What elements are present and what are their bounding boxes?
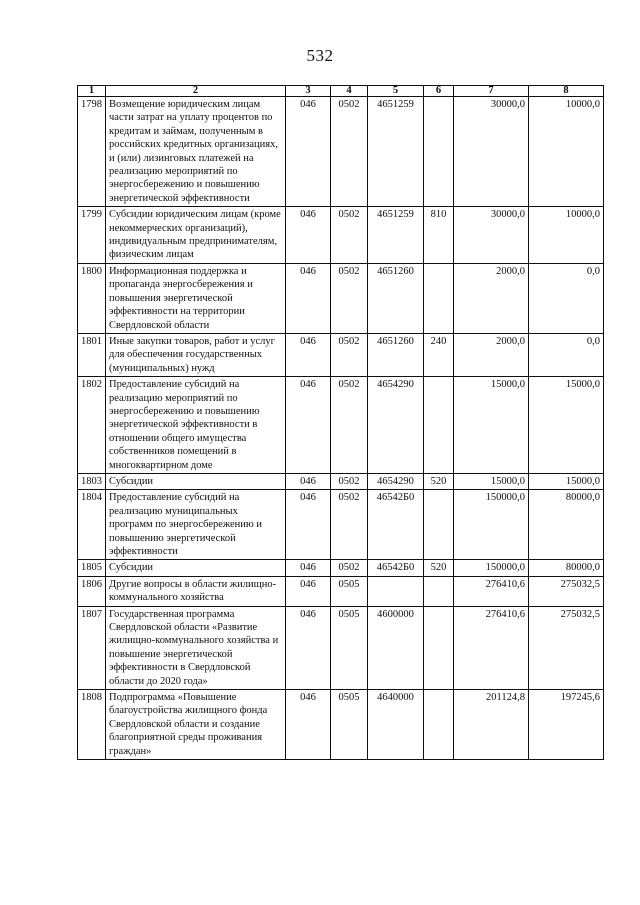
header-cell: 3 <box>286 86 331 97</box>
amount-col8: 275032,5 <box>529 576 604 606</box>
section-code: 0502 <box>331 377 368 474</box>
target-article-code <box>368 576 424 606</box>
expense-type-code <box>424 97 454 207</box>
section-code: 0502 <box>331 333 368 376</box>
target-article-code: 4600000 <box>368 606 424 689</box>
row-name: Предоставление субсидий на реализацию муниципальных программ по энергосбережению и повышению энергетической эффективности <box>106 490 286 560</box>
amount-col8: 197245,6 <box>529 690 604 760</box>
table-row <box>78 473 604 489</box>
amount-col7: 30000,0 <box>454 97 529 207</box>
section-code: 0505 <box>331 606 368 689</box>
amount-col7: 201124,8 <box>454 690 529 760</box>
table-row <box>78 207 604 264</box>
target-article-code: 4651259 <box>368 207 424 264</box>
ministry-code: 046 <box>286 333 331 376</box>
row-number: 1798 <box>78 97 106 207</box>
expense-type-code <box>424 377 454 474</box>
header-cell: 6 <box>424 86 454 97</box>
section-code: 0502 <box>331 560 368 576</box>
section-code: 0505 <box>331 576 368 606</box>
amount-col7: 30000,0 <box>454 207 529 264</box>
amount-col8: 80000,0 <box>529 560 604 576</box>
expense-type-code <box>424 576 454 606</box>
expense-type-code <box>424 263 454 333</box>
section-code: 0502 <box>331 263 368 333</box>
ministry-code: 046 <box>286 490 331 560</box>
amount-col7: 2000,0 <box>454 263 529 333</box>
expense-type-code: 520 <box>424 560 454 576</box>
ministry-code: 046 <box>286 576 331 606</box>
ministry-code: 046 <box>286 207 331 264</box>
row-name: Субсидии <box>106 473 286 489</box>
row-name: Предоставление субсидий на реализацию мероприятий по энергосбережению и повышению энергетической эффективности в отношении общего имущества собственников помещений в многоквартирном доме <box>106 377 286 474</box>
table-row <box>78 377 604 474</box>
amount-col8: 10000,0 <box>529 207 604 264</box>
header-cell: 1 <box>78 86 106 97</box>
amount-col7: 150000,0 <box>454 560 529 576</box>
ministry-code: 046 <box>286 690 331 760</box>
row-name: Субсидии юридическим лицам (кроме некоммерческих организаций), индивидуальным предпринимателям, физическим лицам <box>106 207 286 264</box>
row-number: 1804 <box>78 490 106 560</box>
expense-type-code: 240 <box>424 333 454 376</box>
expense-type-code <box>424 490 454 560</box>
row-name: Государственная программа Свердловской области «Развитие жилищно-коммунального хозяйства и повышение энергетической эффективности в Свердловской области до 2020 года» <box>106 606 286 689</box>
target-article-code: 4640000 <box>368 690 424 760</box>
ministry-code: 046 <box>286 473 331 489</box>
row-name: Иные закупки товаров, работ и услуг для обеспечения государственных (муниципальных) нужд <box>106 333 286 376</box>
amount-col8: 80000,0 <box>529 490 604 560</box>
page-number: 532 <box>306 46 334 65</box>
row-number: 1800 <box>78 263 106 333</box>
target-article-code: 46542Б0 <box>368 560 424 576</box>
table-row <box>78 333 604 376</box>
budget-table <box>77 85 604 760</box>
header-cell: 7 <box>454 86 529 97</box>
header-cell: 2 <box>106 86 286 97</box>
target-article-code: 4651259 <box>368 97 424 207</box>
amount-col8: 10000,0 <box>529 97 604 207</box>
target-article-code: 4654290 <box>368 473 424 489</box>
table-row <box>78 606 604 689</box>
table-row <box>78 263 604 333</box>
table-row <box>78 490 604 560</box>
section-code: 0502 <box>331 97 368 207</box>
amount-col7: 276410,6 <box>454 576 529 606</box>
row-number: 1803 <box>78 473 106 489</box>
target-article-code: 46542Б0 <box>368 490 424 560</box>
row-name: Субсидии <box>106 560 286 576</box>
row-number: 1808 <box>78 690 106 760</box>
amount-col7: 15000,0 <box>454 473 529 489</box>
ministry-code: 046 <box>286 606 331 689</box>
table-header-row <box>78 86 604 97</box>
section-code: 0502 <box>331 490 368 560</box>
row-name: Информационная поддержка и пропаганда энергосбережения и повышения энергетической эффективности на территории Свердловской области <box>106 263 286 333</box>
ministry-code: 046 <box>286 377 331 474</box>
row-name: Подпрограмма «Повышение благоустройства жилищного фонда Свердловской области и создание благоприятной среды проживания граждан» <box>106 690 286 760</box>
expense-type-code <box>424 690 454 760</box>
amount-col8: 0,0 <box>529 263 604 333</box>
row-number: 1806 <box>78 576 106 606</box>
section-code: 0505 <box>331 690 368 760</box>
target-article-code: 4654290 <box>368 377 424 474</box>
ministry-code: 046 <box>286 97 331 207</box>
amount-col8: 0,0 <box>529 333 604 376</box>
ministry-code: 046 <box>286 560 331 576</box>
header-cell: 5 <box>368 86 424 97</box>
amount-col8: 15000,0 <box>529 377 604 474</box>
amount-col7: 15000,0 <box>454 377 529 474</box>
amount-col7: 276410,6 <box>454 606 529 689</box>
row-number: 1802 <box>78 377 106 474</box>
row-number: 1807 <box>78 606 106 689</box>
target-article-code: 4651260 <box>368 333 424 376</box>
expense-type-code <box>424 606 454 689</box>
amount-col8: 275032,5 <box>529 606 604 689</box>
amount-col8: 15000,0 <box>529 473 604 489</box>
row-number: 1801 <box>78 333 106 376</box>
row-name: Возмещение юридическим лицам части затрат на уплату процентов по кредитам и займам, полученным в российских кредитных организациях, и (или) лизинговых платежей на реализацию мероприятий по энергосбережению и повышению энергетической эффективности <box>106 97 286 207</box>
table-row <box>78 576 604 606</box>
row-number: 1799 <box>78 207 106 264</box>
header-cell: 4 <box>331 86 368 97</box>
amount-col7: 150000,0 <box>454 490 529 560</box>
row-number: 1805 <box>78 560 106 576</box>
ministry-code: 046 <box>286 263 331 333</box>
amount-col7: 2000,0 <box>454 333 529 376</box>
header-cell: 8 <box>529 86 604 97</box>
expense-type-code: 520 <box>424 473 454 489</box>
target-article-code: 4651260 <box>368 263 424 333</box>
section-code: 0502 <box>331 207 368 264</box>
table-row <box>78 560 604 576</box>
table-row <box>78 690 604 760</box>
expense-type-code: 810 <box>424 207 454 264</box>
section-code: 0502 <box>331 473 368 489</box>
table-row <box>78 97 604 207</box>
row-name: Другие вопросы в области жилищно-коммунального хозяйства <box>106 576 286 606</box>
